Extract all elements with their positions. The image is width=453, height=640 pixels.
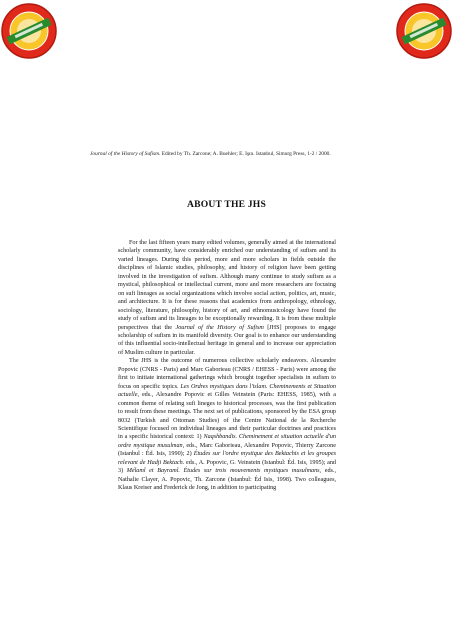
- p2-text-b: , eds., Alexandre Popovic et Gilles Veinstein (Paris: EHESS, 1985), with a common theme of relating sufi lineges to historical processes, was the first publication to result from these meetings. The next set of publications, sponsored by the ESA group 8032 (Turkish and Ottoman Studies) of the Centre National de la Recherche Scientifique focused on individual lineages and their particular doctrines and practices in a specific historical context: 1): [118, 392, 336, 441]
- watermark-stamp-right: [395, 2, 453, 60]
- p1-journal-title: Journal of the History of Sufism: [175, 324, 264, 331]
- page-title: ABOUT THE JHS: [186, 199, 267, 210]
- citation-details: . Edited by Th. Zarcone; A. Buehler; E. Işın. Istanbul, Simurg Press, 1-2 / 2000.: [159, 151, 331, 157]
- p2-text-e: , eds., Nathalie Clayer, A. Popovic, Th. Zarcone (Istanbul: Éd Isis, 1998). Two colleagues, Klaus Kreiser and Frederick de Jong, in addition to participating: [118, 468, 336, 492]
- p2-text-c: , eds., Marc Gaborieau, Alexandre Popovic, Thierry Zarcone (Istanbul : Éd. Isis, 1990); 2): [118, 442, 336, 458]
- p2-book-title-4: Mélamî et Bayramî. Études sur trois mouvements mystiques musulmans: [126, 468, 320, 475]
- p2-book-title-3: Études sur l'ordre mystique des Bektachis et les groupes relevant de Hadji Bektach: [118, 451, 336, 466]
- p2-text-a: The JHS is the outcome of numerous collective scholarly endeavors. Alexandre Popovic (CNRS - Paris) and Marc Gaborieau (CNRS / EHESS - Paris) were among the first to initiate international gatherings which brought together specialists in sufism to focus on specific topics.: [118, 358, 336, 390]
- p2-book-title-2: Naqshbandis. Cheminement et situation actuelle d'un ordre mystique musulman: [118, 434, 336, 449]
- p1-text-a: For the last fifteen years many edited volumes, generally aimed at the international scholarly community, have considerably enriched our understanding of sufism and its varied lineages. During this period, more and more scholars in fields outside the disciplines of Islamic studies, philosophy, and history of religion have been getting involved in the investigation of sufism. Although many continue to study sufism as a mystical, philosophical or intellectual current, more and more researchers are focusing on sufi lineages as social organizations which involve social action, politics, art, music, and architecture. It is for these reasons that academics from anthropology, ethnology, sociology, literature, philosophy, history of art, and ethnomusicology have found the study of sufism and its lineages to be exceptionally rewarding. It is from these multiple perspectives that the: [118, 240, 336, 331]
- citation-journal: Journal of the History of Sufism: [90, 151, 160, 157]
- article-body: [118, 239, 336, 493]
- paragraph-2: [118, 357, 336, 492]
- p1-text-b: [JHS] proposes to engage scholarship of sufism in its manifold diversity. Our goal is to enhance our understanding of this influential socio-intellectual heritage in general and to increase our appreciation of Muslim culture in particular.: [118, 324, 336, 356]
- p2-book-title-1: Les Ordres mystiques dans l'islam. Cheminements et Situation actuelle: [118, 383, 337, 399]
- watermark-stamp-left: [0, 2, 58, 60]
- paragraph-1: [118, 239, 336, 357]
- citation-line: [90, 151, 370, 158]
- p2-text-d: . eds., A. Popovic, G. Veinstein (Istanbul: Éd. Isis, 1995); and 3): [118, 459, 336, 475]
